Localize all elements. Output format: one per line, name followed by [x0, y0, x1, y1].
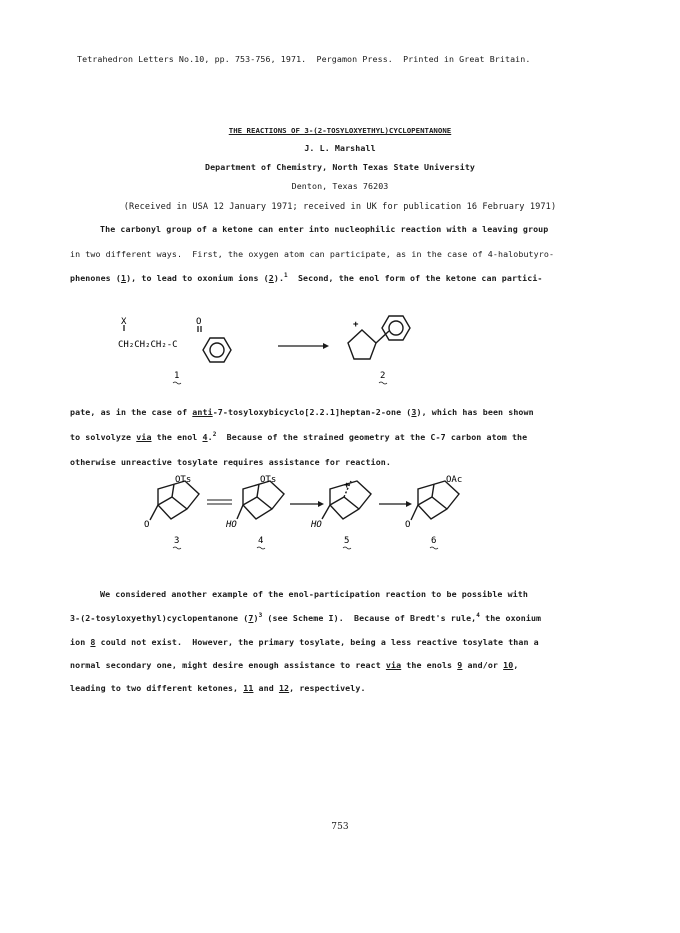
compound-ref-2: 2 — [268, 273, 274, 283]
received-dates: (Received in USA 12 January 1971; received in UK for publication 16 February 1971) — [123, 202, 557, 212]
compound-ref-9: 9 — [457, 660, 463, 670]
reaction-arrow-2 — [290, 501, 324, 507]
affiliation: Department of Chemistry, North Texas State University — [204, 162, 476, 172]
para2-line3: otherwise unreactive tosylate requires assistance for reaction. — [70, 457, 391, 467]
compound-number-3: 3 — [174, 536, 180, 546]
enol-4 — [237, 481, 284, 519]
oac-label-6: OAc — [446, 475, 463, 485]
o-label-6: O — [405, 520, 411, 530]
halogen-x-label: X — [121, 317, 127, 327]
ho-label-5: HO — [311, 520, 322, 530]
compound-ref-12: 12 — [278, 683, 290, 693]
journal-citation: Tetrahedron Letters No.10, pp. 753-756, 1971. Pergamon Press. Printed in Great Britain. — [77, 54, 531, 64]
ho-label-4: HO — [226, 520, 237, 530]
location: Denton, Texas 76203 — [291, 181, 389, 191]
footnote-ref-4: 4 — [476, 612, 480, 619]
compound-ref-11: 11 — [243, 683, 254, 693]
compound-ref-3: 3 — [411, 407, 417, 417]
acetate-6 — [411, 481, 459, 520]
para3-line5: leading to two different ketones, 11 and 12, respectively. — [70, 683, 366, 693]
para2-line2: to solvolyze via the enol 4.$^2$ Because of the strained geometry at the C-7 carbon atom the — [70, 431, 528, 442]
para3-line1: We considered another example of the enol-participation reaction to be possible with — [100, 589, 528, 599]
compound-ref-8: 8 — [90, 637, 96, 647]
footnote-ref-3: 3 — [258, 612, 263, 619]
article-title: THE REACTIONS OF 3-(2-TOSYLOXYETHYL)CYCLOPENTANONE — [228, 126, 452, 135]
page-number: 753 — [331, 822, 349, 832]
footnote-ref-1: 1 — [284, 272, 288, 279]
ots-label-4: OTs — [260, 475, 277, 485]
norbornanone-3 — [150, 481, 199, 520]
compound-ref-7: 7 — [248, 613, 254, 623]
author: J. L. Marshall — [304, 143, 376, 153]
chain-formula: CH₂CH₂CH₂-C — [118, 340, 178, 350]
compound-number-6: 6 — [431, 536, 437, 546]
para1-line2: in two different ways. First, the oxygen atom can participate, as in the case of 4-halobutyro- — [70, 249, 555, 259]
ots-label-3: OTs — [175, 475, 192, 485]
compound-ref-1: 1 — [120, 273, 127, 283]
para3-line2: 3-(2-tosyloxyethyl)cyclopentanone $(7)^3$ (see Scheme I). Because of Bredt's rule,$^4$ the oxonium — [70, 612, 542, 623]
para3-line4: normal secondary one, might desire enough assistance to react via the enols 9 and/or 10, — [70, 660, 519, 670]
o-label-3: O — [144, 520, 150, 530]
para1-line1: The carbonyl group of a ketone can enter into nucleophilic reaction with a leaving group — [100, 224, 549, 234]
para2-line1: pate, as in the case of anti-7-tosyloxybicyclo[2.2.1]heptan-2-one (3), which has been shown — [70, 407, 534, 417]
carbonyl-o-label: O — [196, 317, 202, 327]
para3-line3: ion 8 could not exist. However, the primary tosylate, being a less reactive tosylate than a — [70, 637, 539, 647]
compound-ref-4: 4 — [202, 432, 208, 442]
footnote-ref-2: 2 — [212, 431, 217, 438]
compound-number-1: 1 — [174, 371, 180, 381]
reaction-arrow-3 — [379, 501, 412, 507]
compound-ref-10: 10 — [503, 660, 514, 670]
cation-plus: + — [344, 481, 350, 491]
compound-number-4: 4 — [258, 536, 264, 546]
para1-line3: phenones (1), to lead to oxonium ions (2).$^1$ Second, the enol form of the ketone can partici- — [70, 272, 543, 283]
equilibrium-arrow — [207, 500, 232, 504]
compound-number-5: 5 — [344, 536, 350, 546]
oxonium-plus: + — [353, 320, 359, 330]
compound-number-2: 2 — [380, 371, 386, 381]
